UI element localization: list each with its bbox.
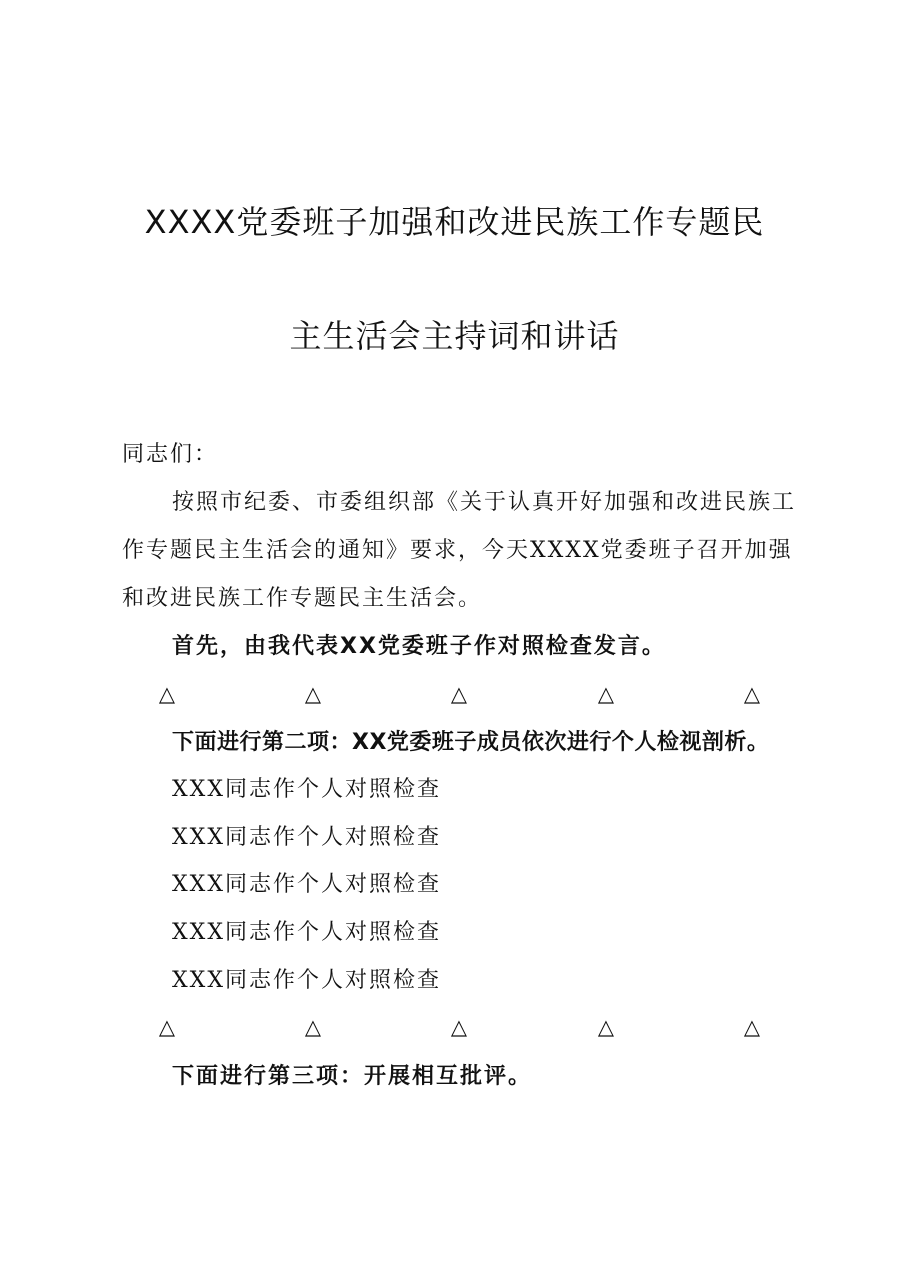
triangle-icon: △ bbox=[450, 682, 468, 706]
triangle-icon: △ bbox=[450, 1015, 468, 1039]
salutation: 同志们： bbox=[122, 442, 219, 467]
triangle-icon: △ bbox=[597, 1015, 615, 1039]
triangle-icon: △ bbox=[743, 1015, 761, 1039]
triangle-icon: △ bbox=[304, 1015, 322, 1039]
triangle-icon: △ bbox=[597, 682, 615, 706]
member-report-5: XXX同志作个人对照检查 bbox=[172, 968, 441, 993]
triangle-separator-2 bbox=[0, 1013, 909, 1043]
item-3-text: 下面进行第三项：开展相互批评。 bbox=[172, 1064, 533, 1089]
member-report-4: XXX同志作个人对照检查 bbox=[172, 920, 441, 945]
document-title-line-1: XXXX党委班子加强和改进民族工作专题民 bbox=[144, 203, 765, 241]
member-report-1: XXX同志作个人对照检查 bbox=[172, 777, 441, 802]
triangle-icon: △ bbox=[304, 682, 322, 706]
item-1-text: 首先，由我代表XX党委班子作对照检查发言。 bbox=[172, 634, 666, 659]
document-title-line-2: 主生活会主持词和讲话 bbox=[289, 317, 620, 355]
triangle-icon: △ bbox=[743, 682, 761, 706]
triangle-icon: △ bbox=[158, 1015, 176, 1039]
item-2-text: 下面进行第二项：XX党委班子成员依次进行个人检视剖析。 bbox=[172, 730, 770, 755]
triangle-separator-1 bbox=[0, 680, 909, 710]
member-report-3: XXX同志作个人对照检查 bbox=[172, 872, 441, 897]
member-report-2: XXX同志作个人对照检查 bbox=[172, 825, 441, 850]
intro-paragraph: 按照市纪委、市委组织部《关于认真开好加强和改进民族工作专题民主生活会的通知》要求，今天XXXX党委班子召开加强和改进民族工作专题民主生活会。 bbox=[122, 490, 797, 611]
triangle-icon: △ bbox=[158, 682, 176, 706]
